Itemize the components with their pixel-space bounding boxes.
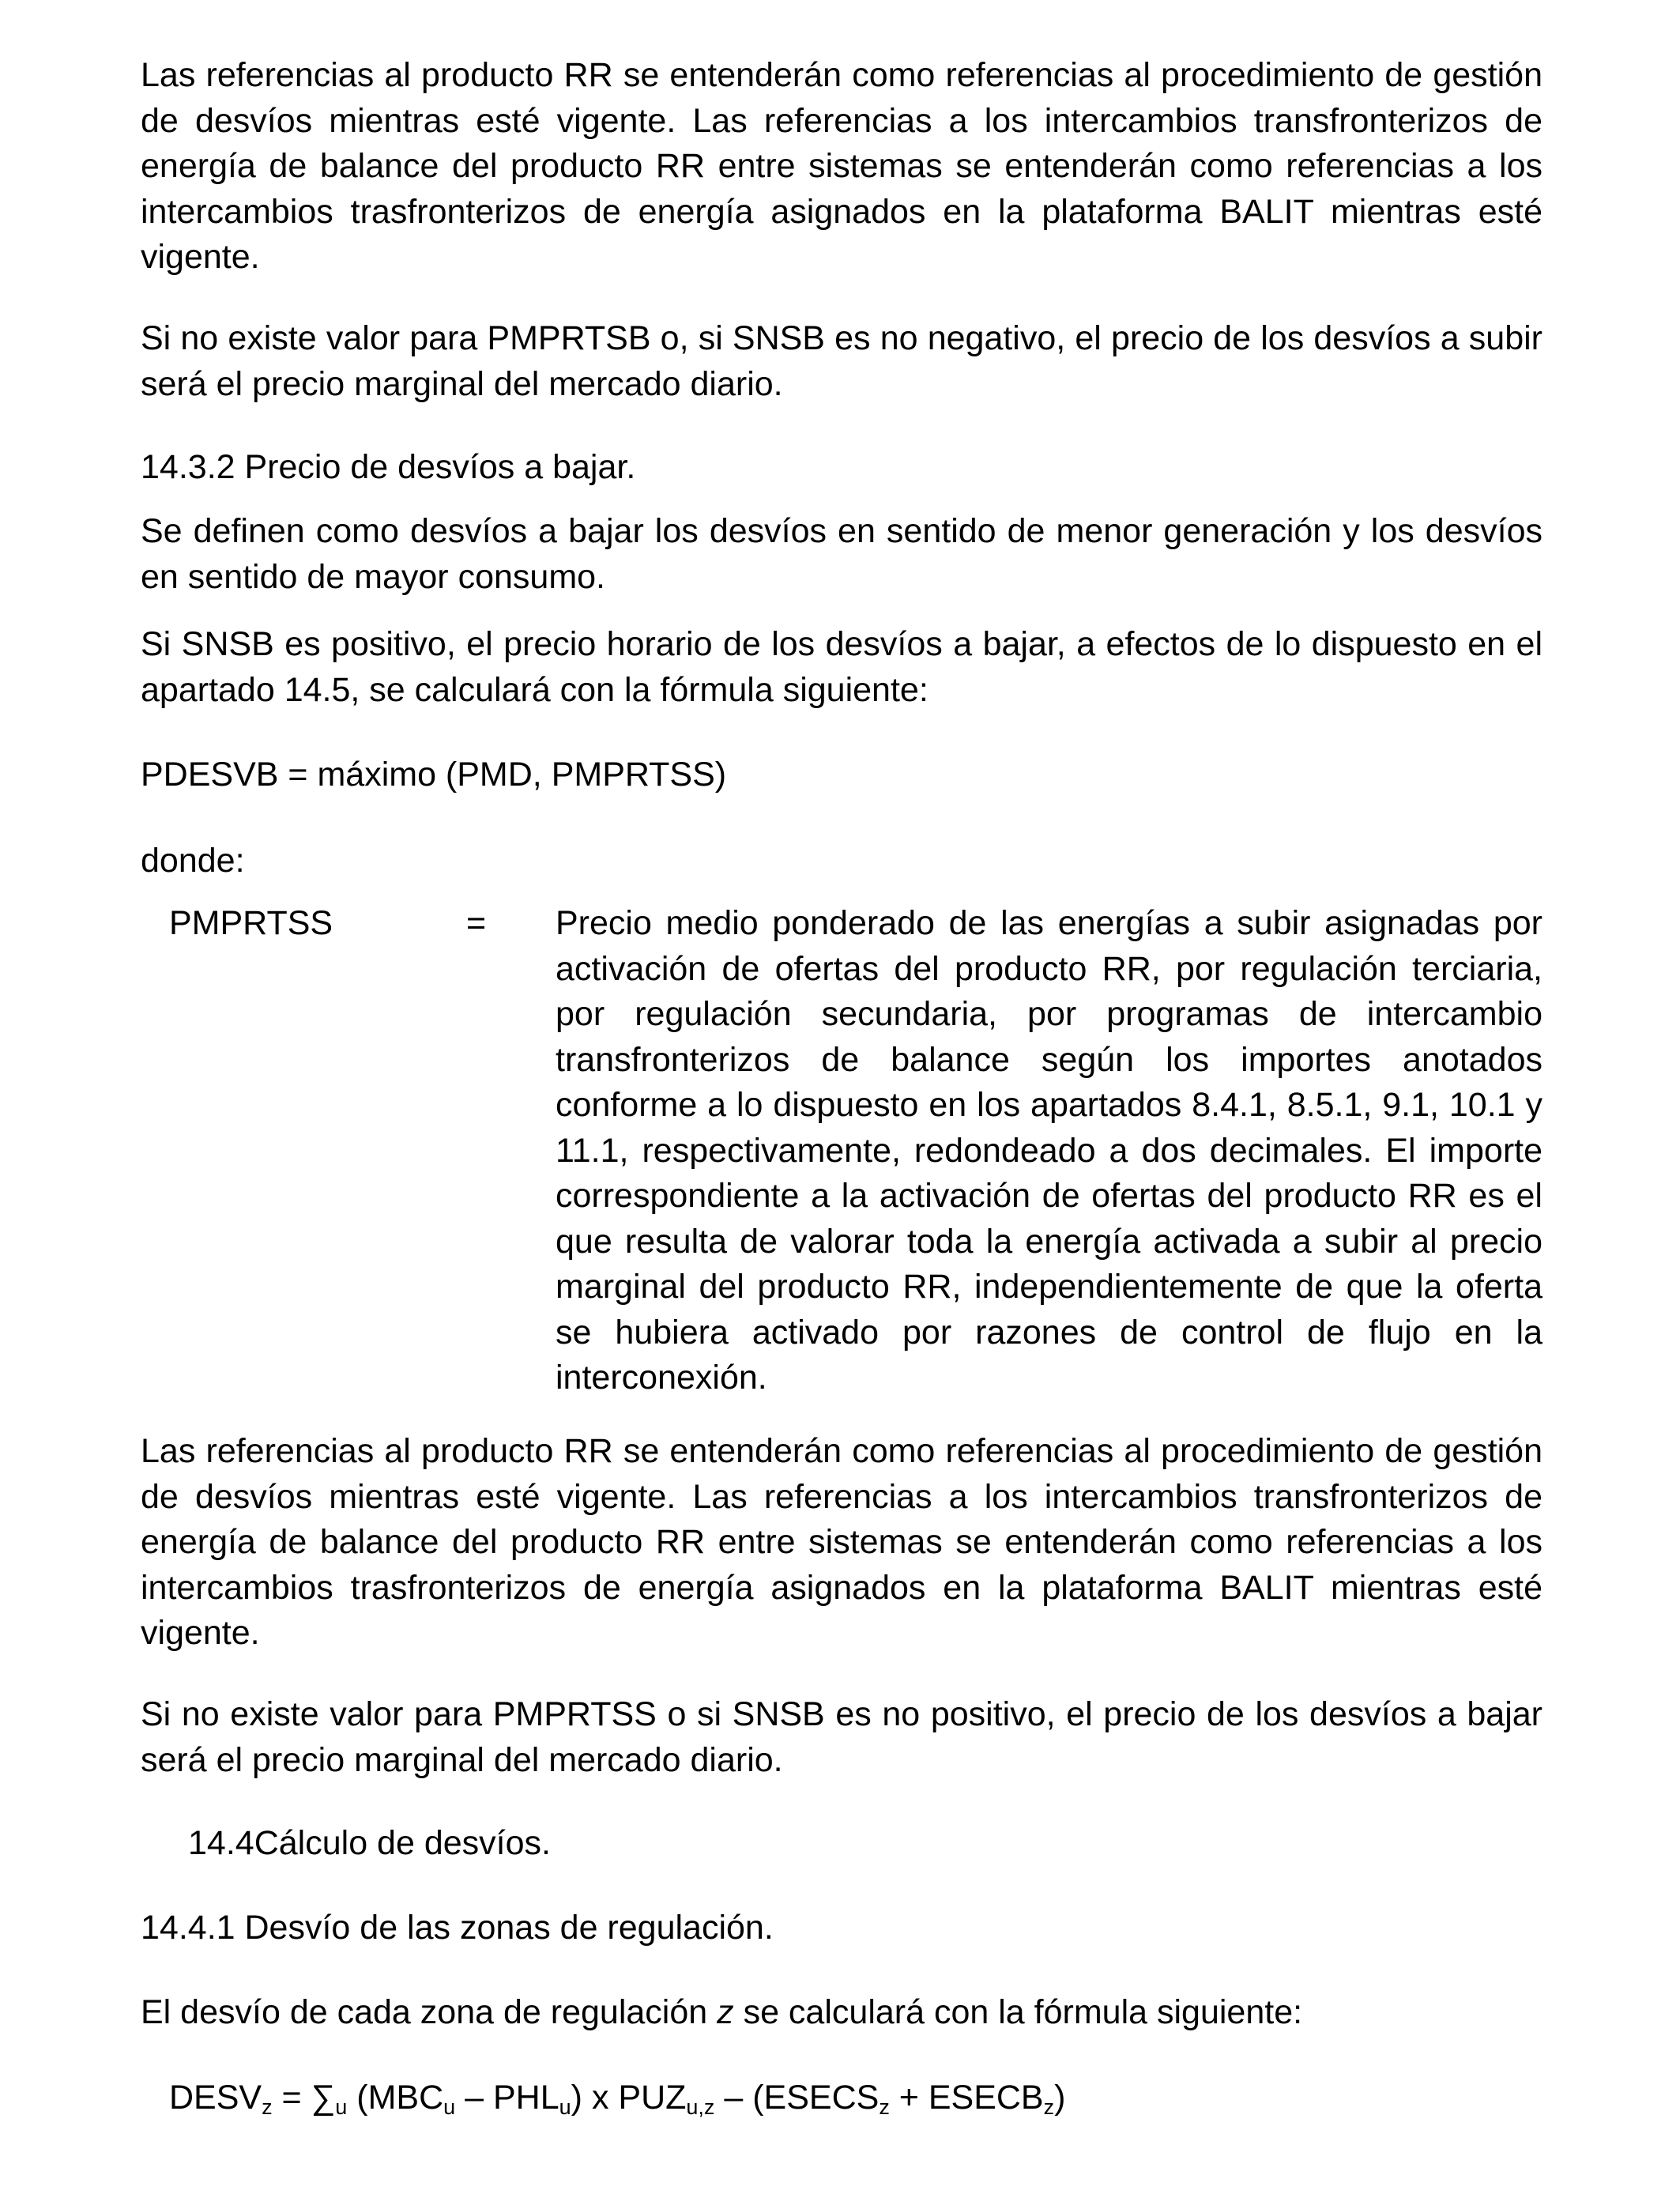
section-title: Cálculo de desvíos. xyxy=(254,1824,551,1862)
variable-z: z xyxy=(717,1993,734,2031)
paragraph-rr-references-2: Las referencias al producto RR se entenderán como referencias al procedimiento de gestión de desvíos mientras esté vigente. Las referencias a los intercambios transfronterizos de energía de balance del producto RR entre sistemas se entenderán como referencias a los intercambios trasfronterizos de energía asignados en la plataforma BALIT mientras esté vigente. xyxy=(141,1432,1543,1652)
formula-part: + ESECB xyxy=(889,2079,1044,2117)
paragraph-rr-references-1: Las referencias al producto RR se entenderán como referencias al procedimiento de gestión de desvíos mientras esté vigente. Las referencias a los intercambios transfronterizos de energía de balance del producto RR entre sistemas se entenderán como referencias a los intercambios trasfronterizos de energía asignados en la plataforma BALIT mientras esté vigente. xyxy=(141,56,1543,276)
paragraph-desvio-zona xyxy=(141,1990,1543,2036)
paragraph-pmprtss-default: Si no existe valor para PMPRTSS o si SNSB es no positivo, el precio de los desvíos a bajar será el precio marginal del mercado diario. xyxy=(141,1695,1543,1779)
text-segment: El desvío de cada zona de regulación xyxy=(141,1993,718,2031)
subscript: z xyxy=(879,2095,890,2119)
formula-part: – PHL xyxy=(455,2079,559,2117)
definition-text: Precio medio ponderado de las energías a subir asignadas por activación de ofertas del producto RR, por regulación terciaria, por regulación secundaria, por programas de intercambio transfronterizos de balance según los importes anotados conforme a lo dispuesto en los apartados 8.4.1, 8.5.1, 9.1, 10.1 y 11.1, respectivamente, redondeado a dos decimales. El importe correspondiente a la activación de ofertas del producto RR es el que resulta de valorar toda la energía activada a subir al precio marginal del producto RR, independientemente de que la oferta se hubiera activado por razones de control de flujo en la interconexión. xyxy=(556,904,1543,1397)
subscript: z xyxy=(1043,2095,1055,2119)
section-heading-14-3-2: 14.3.2 Precio de desvíos a bajar. xyxy=(141,448,636,486)
section-number: 14.4 xyxy=(188,1824,254,1862)
subscript: u xyxy=(559,2095,571,2119)
formula-pdesvb: PDESVB = máximo (PMD, PMPRTSS) xyxy=(141,756,727,794)
formula-part: = ∑ xyxy=(272,2079,336,2117)
formula-part: ) x PUZ xyxy=(571,2079,687,2117)
section-heading-14-4 xyxy=(188,1821,1590,1867)
formula-part: ) xyxy=(1054,2079,1066,2117)
definition-term: PMPRTSS xyxy=(169,904,333,942)
subscript: u,z xyxy=(686,2095,715,2119)
subscript: u xyxy=(335,2095,348,2119)
text-segment: se calculará con la fórmula siguiente: xyxy=(733,1993,1303,2031)
formula-part: DESV xyxy=(169,2079,262,2117)
section-heading-14-4-1: 14.4.1 Desvío de las zonas de regulación. xyxy=(141,1909,774,1947)
formula-part: – (ESECS xyxy=(714,2079,880,2117)
formula-desv-z xyxy=(169,2075,1571,2121)
subscript: u xyxy=(443,2095,456,2119)
paragraph-snsb-positivo: Si SNSB es positivo, el precio horario de los desvíos a bajar, a efectos de lo dispuesto en el apartado 14.5, se calculará con la fórmula siguiente: xyxy=(141,625,1543,709)
paragraph-pmprtsb-default: Si no existe valor para PMPRTSB o, si SNSB es no negativo, el precio de los desvíos a subir será el precio marginal del mercado diario. xyxy=(141,319,1543,403)
formula-part: (MBC xyxy=(347,2079,444,2117)
paragraph-desvios-bajar-definition: Se definen como desvíos a bajar los desvíos en sentido de menor generación y los desvíos en sentido de mayor consumo. xyxy=(141,512,1543,596)
subscript: z xyxy=(262,2095,273,2119)
donde-label: donde: xyxy=(141,842,245,880)
definition-equals: = xyxy=(466,904,487,942)
